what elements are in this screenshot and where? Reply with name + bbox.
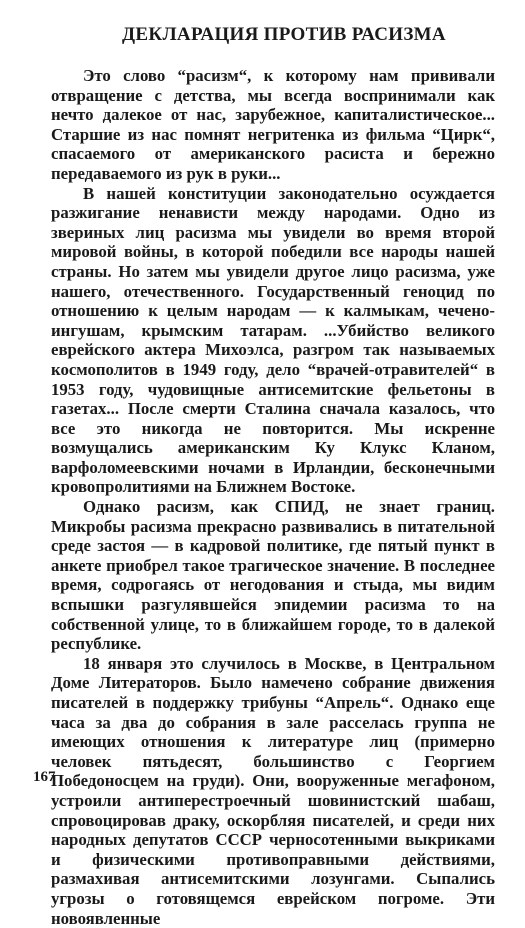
paragraph-3: Однако расизм, как СПИД, не знает границ. Микробы расизма прекрасно развивались в питательной среде застоя — в кадровой политике, где пятый пункт в анкете приобрел такое трагическое значение. В последнее время, содрогаясь от негодования и стыда, мы видим вспышки разгулявшейся эпидемии расизма то на собственной улице, то в ближайшем городе, то в далекой республике. [51, 497, 495, 654]
paragraph-2: В нашей конституции законодательно осуждается разжигание ненависти между народами. Одно из звериных лиц расизма мы увидели во время второй мировой войны, в которой победили все народы нашей страны. Но затем мы увидели другое лицо расизма, уже нашего, отечественного. Государственный геноцид по отношению к целым народам — к калмыкам, чечено-ингушам, крымским татарам. ...Убийство великого еврейского актера Михоэлса, разгром так называемых космополитов в 1949 году, дело “врачей-отравителей“ в 1953 году, чудовищные антисемитские фельетоны в газетах... После смерти Сталина сначала казалось, что все это никогда не повторится. Мы искренне возмущались американским Ку Клукс Кланом, варфоломеевскими ночами в Ирландии, бесконечными кровопролитиями на Ближнем Востоке. [51, 183, 495, 497]
page-number: 167 [33, 769, 56, 785]
paragraph-4: 18 января это случилось в Москве, в Центральном Доме Литераторов. Было намечено собрание движения писателей в поддержку трибуны “Апрель“. Однако еще часа за два до собрания в зале расселась группа не имеющих отношения к литературе лиц (примерно человек пятьдесят, большинство с Георгием Победоносцем на груди). Они, вооруженные мегафоном, устроили антиперестроечный шовинистский шабаш, спровоцировав драку, оскорбляя писателей, и среди них народных депутатов СССР черносотенными выкриками и физическими противоправными действиями, размахивая антисемитскими лозунгами. Сыпались угрозы о готовящемся еврейском погроме. Эти новоявленные [51, 653, 495, 928]
body-text [51, 66, 495, 928]
page-title: ДЕКЛАРАЦИЯ ПРОТИВ РАСИЗМА [122, 24, 446, 45]
paragraph-1: Это слово “расизм“, к которому нам прививали отвращение с детства, мы всегда воспринимали как нечто далекое от нас, зарубежное, капиталистическое... Старшие из нас помнят негритенка из фильма “Цирк“, спасаемого от американского расиста и бережно передаваемого из рук в руки... [51, 66, 495, 183]
